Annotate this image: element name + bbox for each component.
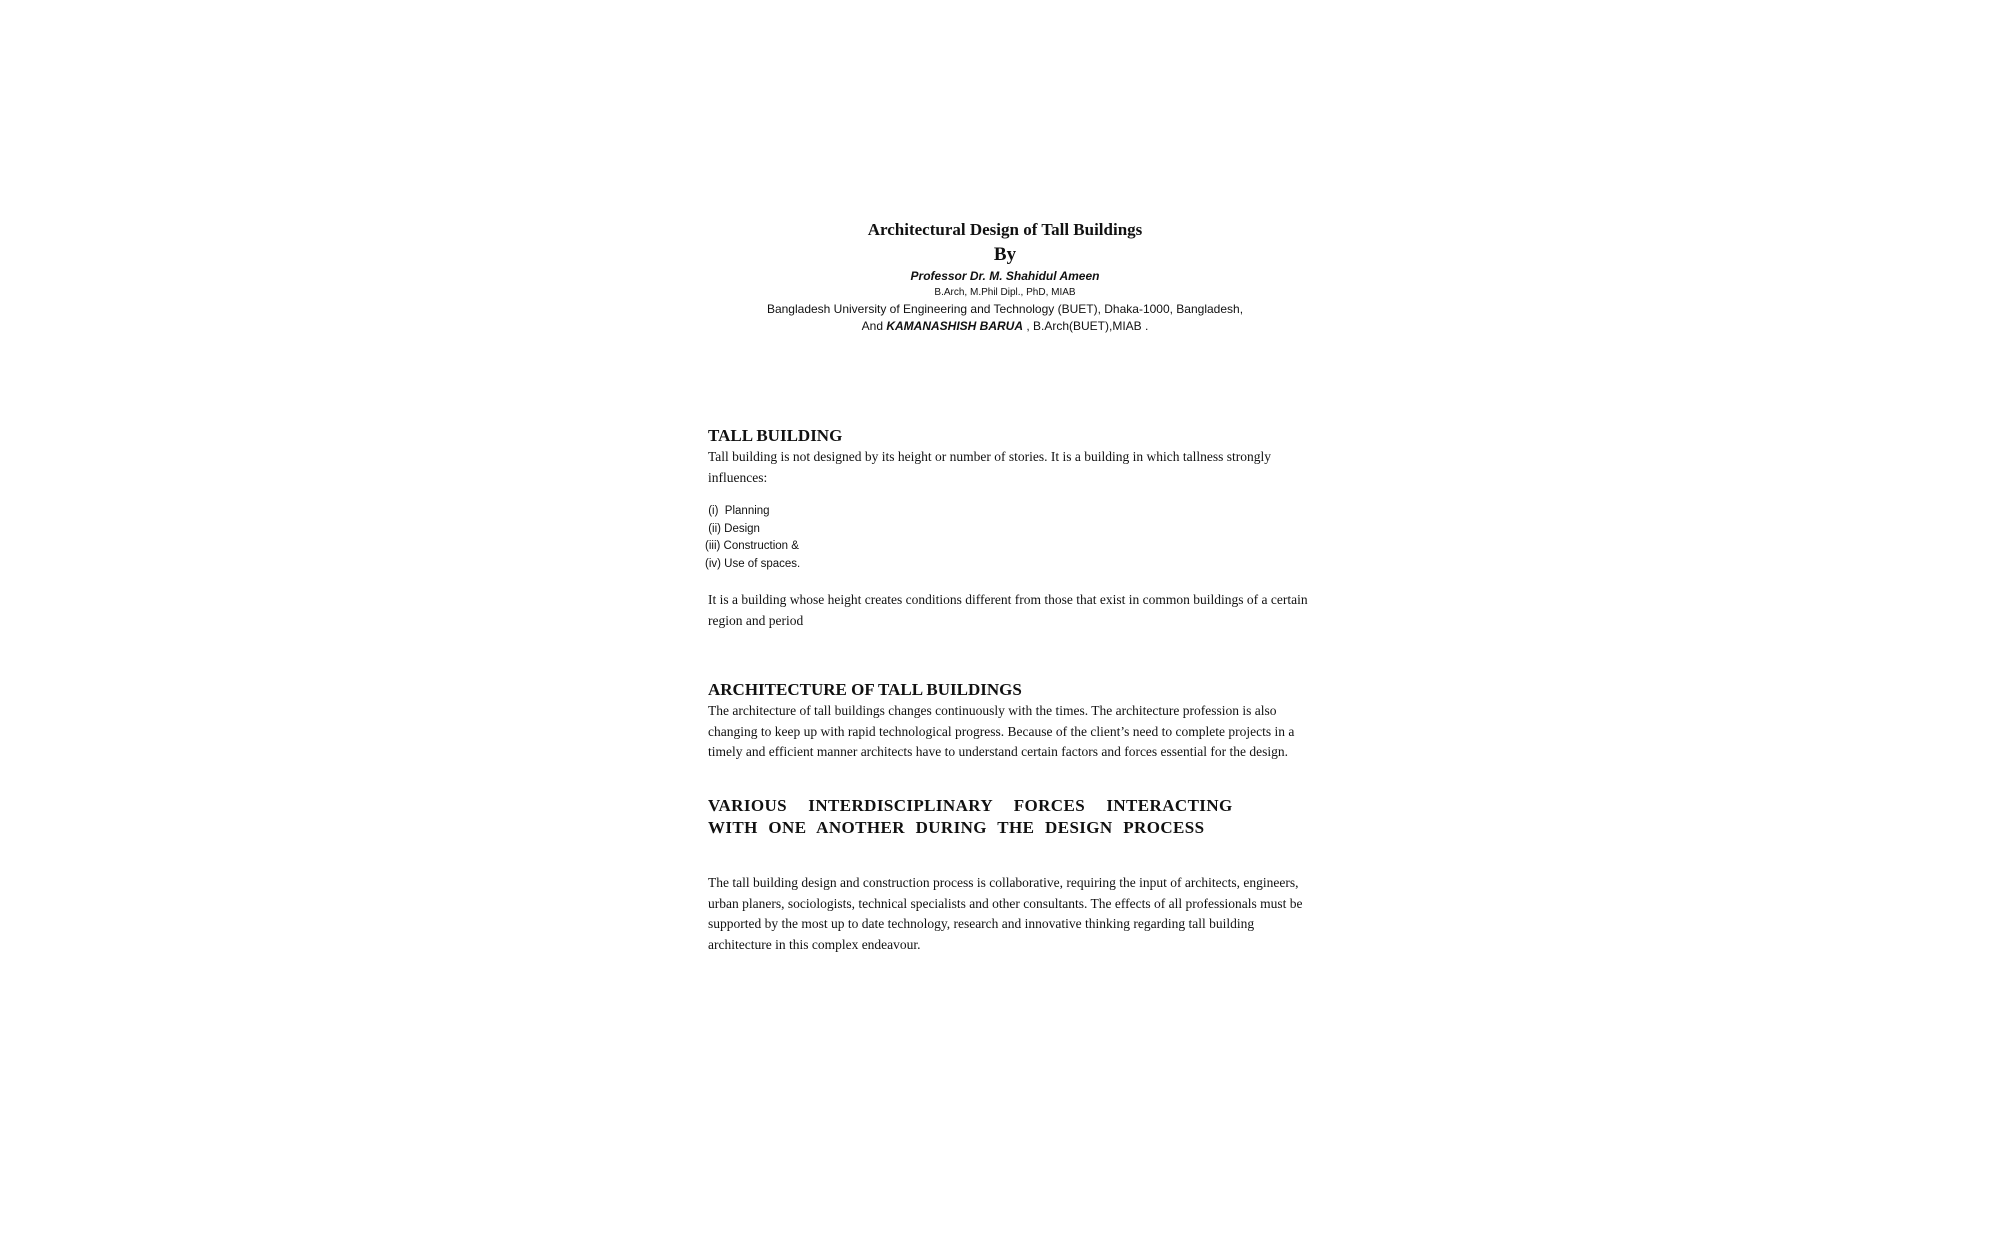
- list-item: (iv) Use of spaces.: [705, 557, 801, 570]
- section-heading-line-2: WITH ONE ANOTHER DURING THE DESIGN PROCESS: [708, 818, 1205, 837]
- author-primary-qualifications: B.Arch, M.Phil Dipl., PhD, MIAB: [934, 287, 1076, 298]
- section-heading: ARCHITECTURE OF TALL BUILDINGS: [708, 680, 1022, 699]
- forces-body: [708, 873, 1318, 955]
- title-block: [650, 218, 1360, 335]
- list-item: (iii) Construction &: [705, 540, 799, 552]
- author-primary: Professor Dr. M. Shahidul Ameen: [910, 269, 1100, 283]
- section-heading-line-1: VARIOUS INTERDISCIPLINARY FORCES INTERACTING: [708, 796, 1233, 815]
- by-line: By: [993, 244, 1017, 265]
- author-secondary: KAMANASHISH BARUA: [886, 319, 1023, 333]
- tall-building-closing: [708, 590, 1318, 631]
- section-heading: TALL BUILDING: [708, 426, 843, 445]
- list-item: (ii) Design: [705, 522, 760, 535]
- and-prefix: And: [861, 319, 887, 333]
- author-secondary-line: [650, 318, 1360, 335]
- influences-list: [705, 503, 1315, 573]
- section-architecture: [708, 679, 1318, 763]
- list-item: (i) Planning: [705, 505, 770, 517]
- document-title: Architectural Design of Tall Buildings: [867, 220, 1143, 239]
- author-affiliation: Bangladesh University of Engineering and Technology (BUET), Dhaka-1000, Bangladesh,: [766, 302, 1244, 316]
- section-forces: [708, 795, 1318, 839]
- architecture-paragraph: The architecture of tall buildings changes continuously with the times. The architecture profession is also changing to keep up with rapid technological progress. Because of the client’s need to complete projects in a timely and efficient manner architects have to understand certain factors and forces essential for the design.: [708, 703, 1295, 759]
- section-tall-building: [708, 425, 1318, 488]
- forces-paragraph: The tall building design and construction process is collaborative, requiring the input of architects, engineers, urban planers, sociologists, technical specialists and other consultants. The effects of all professionals must be supported by the most up to date technology, research and innovative thinking regarding tall building architecture in this complex endeavour.: [708, 875, 1303, 952]
- section-intro-paragraph: Tall building is not designed by its height or number of stories. It is a building in which tallness strongly influences:: [708, 449, 1271, 485]
- author-secondary-qualifications: , B.Arch(BUET),MIAB .: [1023, 319, 1149, 333]
- closing-paragraph: It is a building whose height creates conditions different from those that exist in common buildings of a certain region and period: [708, 592, 1308, 628]
